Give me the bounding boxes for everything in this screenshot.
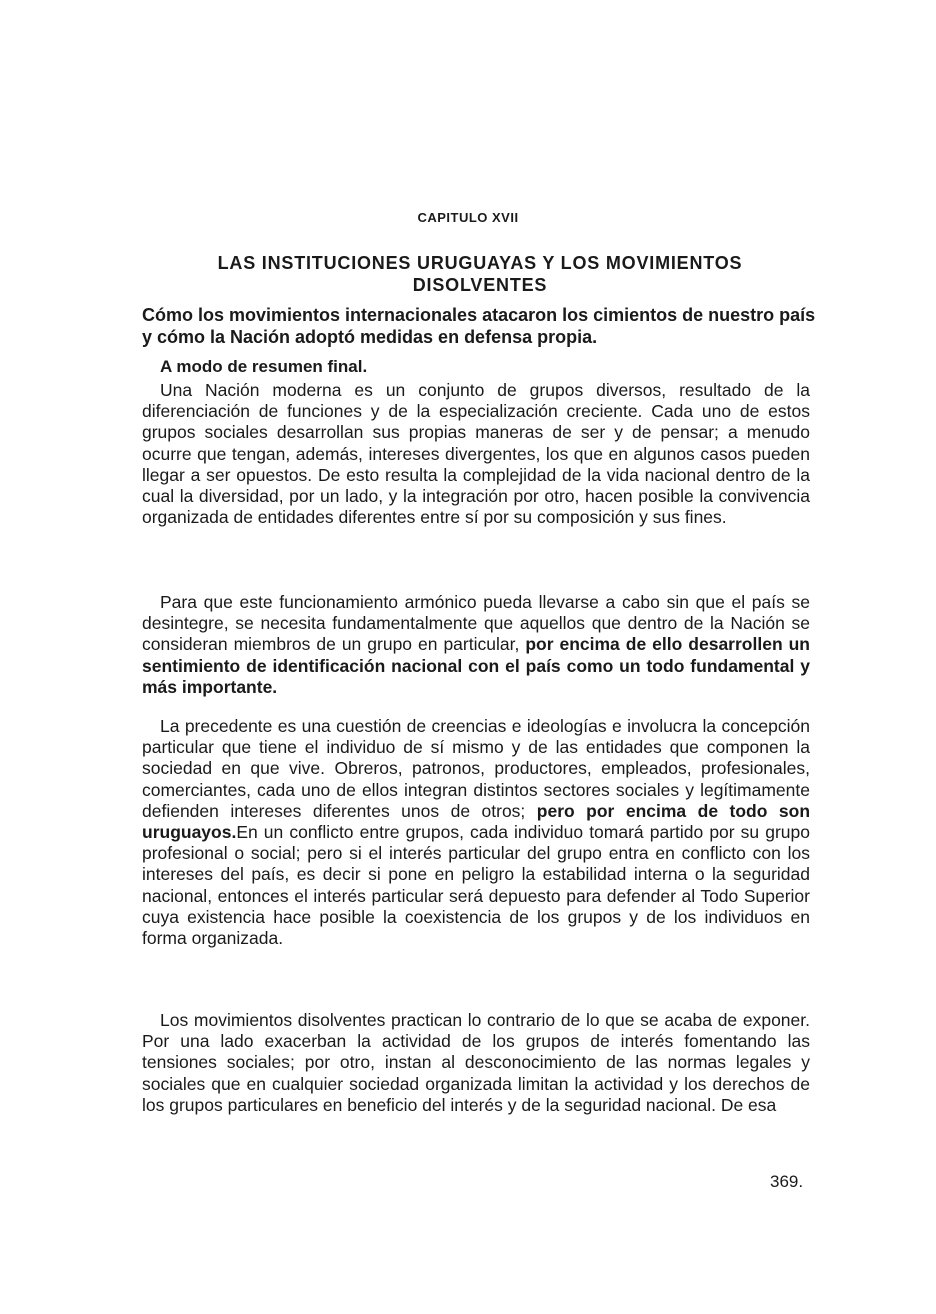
paragraph-2-bold: por encima de ello desarrollen un sentimiento de identificación nacional con el país como un todo fundamental y más importante. — [142, 634, 810, 697]
chapter-label: CAPITULO XVII — [417, 210, 519, 225]
paragraph-4 — [142, 1010, 810, 1116]
paragraph-4-text: Los movimientos disolventes practican lo contrario de lo que se acaba de exponer. Por una lado exacerban la actividad de los grupos de interés fomentando las tensiones sociales; por otro, instan al desconocimiento de las normas legales y sociales que en cualquier sociedad organizada limitan la actividad y los derechos de los grupos particulares en beneficio del interés y de la seguridad nacional. De esa — [142, 1010, 810, 1115]
paragraph-2-text: Para que este funcionamiento armónico pueda llevarse a cabo sin que el país se desintegre, se necesita fundamentalmente que aquellos que dentro de la Nación se consideran miembros de un grupo en particular, — [142, 592, 810, 655]
paragraph-3-text-after: En un conflicto entre grupos, cada individuo tomará partido por su grupo profesional o social; pero si el interés particular del grupo entra en conflicto con los intereses del país, es decir si pone en peligro la estabilidad interna o la seguridad nacional, entonces el interés particular será depuesto para defender al Todo Superior cuya existencia hace posible la coexistencia de los grupos y de los individuos en forma organizada. — [142, 822, 810, 949]
section-heading: A modo de resumen final. — [160, 357, 368, 376]
paragraph-3-text-before: La precedente es una cuestión de creencias e ideologías e involucra la concepción particular que tiene el individuo de sí mismo y de las entidades que componen la sociedad en que vive. Obreros, patronos, productores, empleados, profesionales, comerciantes, cada uno de ellos integran distintos sectores sociales y legítimamente defienden intereses diferentes unos de otros; — [142, 716, 810, 821]
paragraph-2 — [142, 592, 810, 698]
paragraph-3-bold: pero por encima de todo son uruguayos. — [142, 800, 811, 843]
paragraph-1-text: Una Nación moderna es un conjunto de grupos diversos, resultado de la diferenciación de funciones y de la especialización creciente. Cada uno de estos grupos sociales desarrollan sus propias maneras de ser y de pensar; a menudo ocurre que tengan, además, intereses divergentes, los que en algunos casos pueden llegar a ser opuestos. De esto resulta la complejidad de la vida nacional dentro de la cual la diversidad, por un lado, y la integración por otro, hacen posible la convivencia organizada de entidades diferentes entre sí por su composición y sus fines. — [142, 380, 810, 528]
chapter-title: LAS INSTITUCIONES URUGUAYAS Y LOS MOVIMIENTOS DISOLVENTES — [217, 253, 743, 295]
paragraph-1 — [142, 380, 810, 528]
chapter-subtitle: Cómo los movimientos internacionales atacaron los cimientos de nuestro país y cómo la Nación adoptó medidas en defensa propia. — [142, 305, 816, 347]
page-number: 369. — [770, 1172, 804, 1191]
paragraph-3 — [142, 716, 810, 949]
